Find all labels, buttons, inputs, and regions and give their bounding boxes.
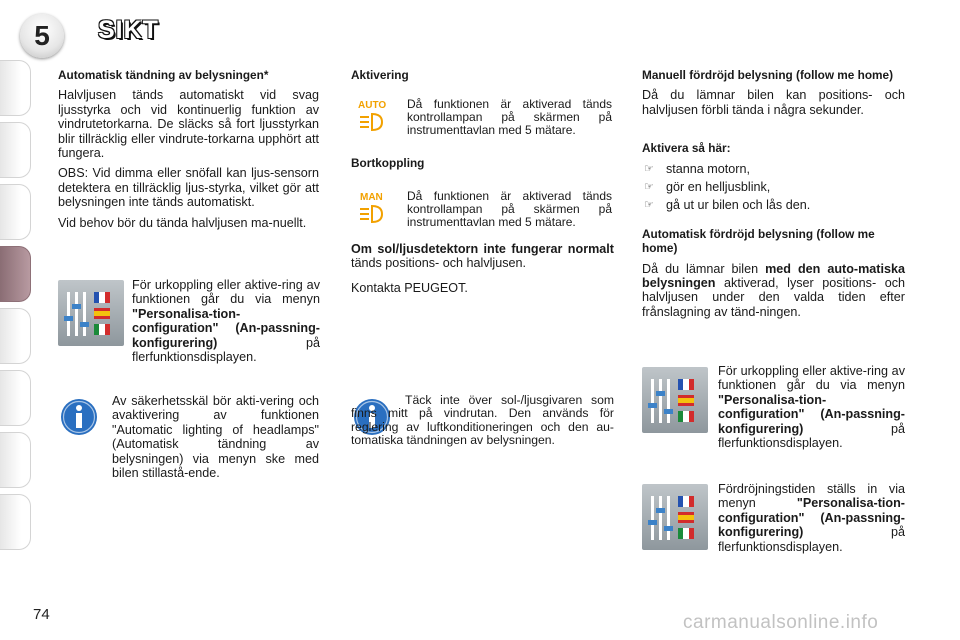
deactivation-section xyxy=(351,156,614,176)
note-text: Fördröjningstiden ställs in via menyn xyxy=(718,482,905,511)
paragraph xyxy=(642,262,905,320)
section-heading: Automatisk tändning av belysningen* xyxy=(58,68,269,82)
list-item xyxy=(642,198,905,212)
list-item xyxy=(642,180,905,194)
note-text: För urkoppling eller aktive-ring av funktionen går du via menyn xyxy=(718,364,905,393)
side-tab[interactable] xyxy=(0,122,31,178)
menu-note xyxy=(718,482,905,554)
auto-indicator-text: Då funktionen är aktiverad tänds kontrollampan på skärmen på instrumenttavlan med 5 mätare. xyxy=(407,97,612,137)
man-indicator-block xyxy=(351,190,614,230)
column-right xyxy=(642,68,905,325)
menu-note xyxy=(718,364,905,450)
hand-pointer-icon: ☞ xyxy=(644,162,654,175)
step-text: stanna motorn, xyxy=(666,161,751,176)
info-icon xyxy=(60,398,98,436)
note-text: på flerfunktionsdisplayen. xyxy=(132,335,320,365)
side-tab[interactable] xyxy=(0,60,31,116)
side-tab[interactable] xyxy=(0,370,31,426)
menu-path: "Personalisa-tion-configuration" (An-passning-konfigurering) xyxy=(718,496,905,540)
settings-menu-icon xyxy=(642,484,708,550)
settings-menu-icon xyxy=(642,367,708,433)
note-text: på flerfunktionsdisplayen. xyxy=(718,421,905,451)
step-text: gå ut ur bilen och lås den. xyxy=(666,198,811,213)
contact-text: Kontakta PEUGEOT. xyxy=(351,280,468,295)
side-tabs xyxy=(0,60,34,580)
steps-list xyxy=(642,162,905,213)
side-tab[interactable] xyxy=(0,432,31,488)
auto-indicator-block xyxy=(351,98,614,138)
side-tab[interactable] xyxy=(0,494,31,550)
note-text: på flerfunktionsdisplayen. xyxy=(718,525,905,554)
side-tab-active[interactable] xyxy=(0,246,31,302)
paragraph-text: Då du lämnar bilen xyxy=(642,261,766,276)
page-title: SIKT xyxy=(98,16,159,44)
note-text: Täck inte över sol-/ljusgivaren som finns mitt på vindrutan. Den används för reglering av luftkonditioneringen och den au-tomatiska tändningen av belysningen. xyxy=(351,393,614,448)
note-text: För urkoppling eller aktive-ring av funktionen går du via menyn xyxy=(132,278,320,307)
man-label: MAN xyxy=(360,192,383,203)
paragraph: Då du lämnar bilen kan positions- och halvljusen förbli tända i några sekunder. xyxy=(642,88,905,117)
hand-pointer-icon: ☞ xyxy=(644,199,654,212)
hand-pointer-icon: ☞ xyxy=(644,181,654,194)
column-left xyxy=(58,68,319,236)
info-note-left xyxy=(112,394,319,486)
paragraph: Vid behov bör du tända halvljusen ma-nuellt. xyxy=(58,215,307,230)
settings-menu-icon xyxy=(58,280,124,346)
side-tab[interactable] xyxy=(0,184,31,240)
paragraph: Halvljusen tänds automatiskt vid svag ljusstyrka och vid kontinuerlig funktion av vindrutetorkarna. De släcks så fort ljusstyrkan blir tillräcklig eller vindrute-torkarna upphört att fungera. xyxy=(58,88,319,161)
section-heading: Bortkoppling xyxy=(351,156,425,170)
section-heading: Manuell fördröjd belysning (follow me home) xyxy=(642,68,894,82)
column-middle xyxy=(351,68,614,88)
section-heading: Aktivering xyxy=(351,68,409,82)
step-text: gör en helljusblink, xyxy=(666,180,771,195)
page-number: 74 xyxy=(33,606,50,623)
list-item xyxy=(642,162,905,176)
note-text: Av säkerhetsskäl bör akti-vering och avaktivering av funktionen "Automatic lighting of headlamps" (Automatisk tändning av belysningen) via menyn ske med bilen stillastå-ende. xyxy=(112,394,319,481)
fault-heading: Om sol/ljusdetektorn inte fungerar normalt xyxy=(351,242,614,256)
man-indicator-text: Då funktionen är aktiverad tänds kontrollampan på skärmen på instrumenttavlan med 5 mätare. xyxy=(407,189,612,229)
section-heading: Automatisk fördröjd belysning (follow me home) xyxy=(642,226,875,256)
man-headlamp-icon xyxy=(356,190,396,220)
auto-label: AUTO xyxy=(358,100,387,111)
chapter-badge: 5 xyxy=(20,14,64,58)
menu-path: "Personalisa-tion-configuration" (An-passning-konfigurering) xyxy=(718,392,905,436)
auto-headlamp-icon xyxy=(356,98,396,128)
menu-note xyxy=(132,278,320,364)
section-heading: Aktivera så här: xyxy=(642,141,731,156)
info-note-middle xyxy=(351,394,614,454)
fault-section xyxy=(351,242,614,301)
paragraph-bold: med den auto-matiska belysningen xyxy=(642,261,905,291)
paragraph: OBS: Vid dimma eller snöfall kan ljus-sensorn detektera en tillräcklig ljus-styrka, vilket gör att belysningen inte tänds automatiskt. xyxy=(58,166,319,210)
paragraph-text: aktiverad, lyser positions- och halvljusen under den valda tiden efter frånslagning av tänd-ningen. xyxy=(642,276,905,319)
watermark: carmanualsonline.info xyxy=(683,612,879,633)
menu-path: "Personalisa-tion-configuration" (An-passning-konfigurering) xyxy=(132,306,320,350)
fault-text xyxy=(351,242,614,271)
side-tab[interactable] xyxy=(0,308,31,364)
fault-rest: tänds positions- och halvljusen. xyxy=(351,256,527,271)
